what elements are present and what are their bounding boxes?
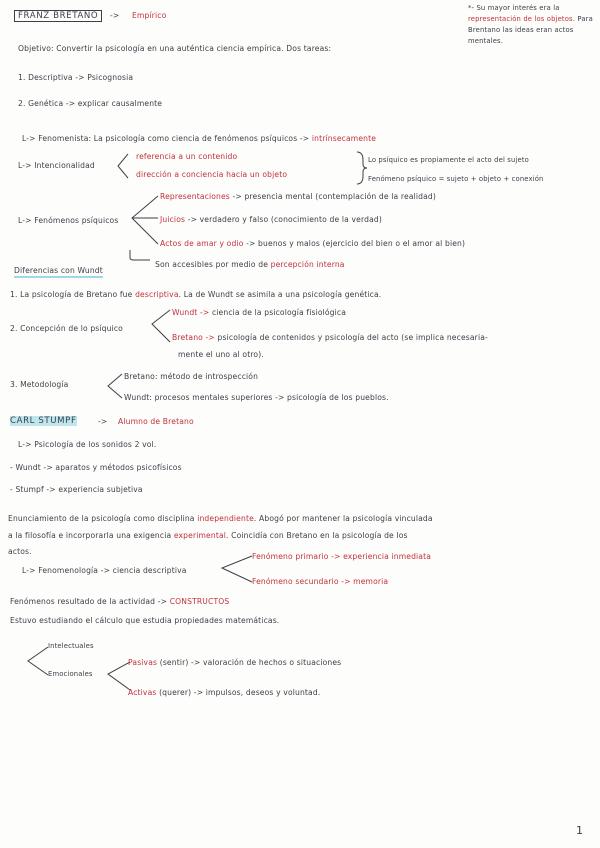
emotion-passive-term: Pasivas	[128, 658, 158, 667]
stumpf-para-rest: . Abogó por mantener la psicología vinculada	[253, 514, 433, 523]
stumpf-title: CARL STUMPF	[10, 416, 77, 426]
side-note-prefix: *- Su mayor interés era la	[468, 4, 560, 12]
phenomenism-term: intrínsecamente	[311, 134, 377, 143]
side-note-highlight: representación de los objetos.	[468, 15, 576, 23]
wundt-item-2a-rest: ciencia de la psicología fisiológica	[211, 308, 347, 317]
intentionality-branch-1: referencia a un contenido	[136, 152, 238, 161]
stumpf-pheno-secondary: Fenómeno secundario -> memoria	[252, 577, 389, 586]
wundt-section-title: Diferencias con Wundt	[14, 266, 103, 278]
stumpf-para-line2-term: experimental	[173, 531, 227, 540]
stumpf-paragraph-line-1	[8, 514, 433, 524]
emotion-passive	[128, 658, 341, 668]
stumpf-paragraph-line-2	[8, 531, 408, 541]
wundt-item-3-label: 3. Metodología	[10, 380, 69, 389]
objective-line: Objetivo: Convertir la psicología en una auténtica ciencia empírica. Dos tareas:	[18, 44, 332, 53]
page-number: 1	[576, 824, 584, 837]
stumpf-phenomenology-label: L-> Fenomenología -> ciencia descriptiva	[22, 566, 187, 575]
intentionality-notes-brace	[355, 150, 369, 186]
wundt-item-1-prefix: 1. La psicología de Bretano fue	[10, 290, 133, 299]
psychic-item-desc: -> buenos y malos (ejercicio del bien o el amor al bien)	[246, 239, 466, 248]
psychic-item-love-hate	[160, 239, 465, 249]
wundt-item-2b	[172, 333, 488, 343]
access-term: percepción interna	[270, 260, 345, 269]
side-note	[468, 3, 596, 47]
wundt-item-1-term: descriptiva	[135, 290, 179, 299]
task-2: 2. Genética -> explicar causalmente	[18, 99, 163, 108]
stumpf-line-1: L-> Psicología de los sonidos 2 vol.	[18, 440, 157, 449]
stumpf-arrow: ->	[98, 417, 108, 426]
wundt-item-2-label: 2. Concepción de lo psíquico	[10, 324, 123, 333]
intentionality-note-1: Lo psíquico es propiamente el acto del sujeto	[368, 156, 529, 164]
stumpf-phenomenology-brace	[218, 552, 254, 586]
stumpf-line-2: - Wundt -> aparatos y métodos psicofísicos	[10, 463, 182, 472]
phenomenism-label: L-> Fenomenista: La psicología como ciencia de fenómenos psíquicos ->	[22, 134, 310, 143]
emotion-active	[128, 688, 320, 698]
emotion-intellectual: Intelectuales	[48, 642, 94, 650]
wundt-item-2a-term: Wundt ->	[172, 308, 210, 317]
wundt-item-2-brace	[148, 306, 172, 348]
phenomenism-line	[22, 134, 376, 144]
task-1: 1. Descriptiva -> Psicognosia	[18, 73, 134, 82]
wundt-item-2a	[172, 308, 346, 318]
emotion-brace	[24, 641, 50, 681]
stumpf-constructs-prefix: Fenómenos resultado de la actividad ->	[10, 597, 168, 606]
emotion-emotional: Emocionales	[48, 670, 93, 678]
stumpf-constructs-line	[10, 597, 229, 607]
access-line	[155, 260, 345, 270]
stumpf-paragraph-line-3: actos.	[8, 547, 32, 556]
wundt-item-2b-cont: mente el uno al otro).	[178, 350, 264, 359]
stumpf-subtitle: Alumno de Bretano	[118, 417, 194, 426]
intentionality-branch-2: dirección a conciencia hacia un objeto	[136, 170, 288, 179]
wundt-item-1-rest: . La de Wundt se asimila a una psicología genética.	[178, 290, 382, 299]
emotion-active-term: Activas	[128, 688, 157, 697]
stumpf-line-3: - Stumpf -> experiencia subjetiva	[10, 485, 143, 494]
stumpf-para-line2-rest: . Coincidía con Bretano en la psicología de los	[226, 531, 408, 540]
access-prefix: Son accesibles por medio de	[155, 260, 269, 269]
psychic-item-term: Actos de amar y odio	[160, 239, 244, 248]
emotion-passive-rest: (sentir) -> valoración de hechos o situaciones	[159, 658, 342, 667]
title-franz-bretano: FRANZ BRETANO	[14, 10, 102, 22]
intentionality-brace	[114, 152, 134, 182]
wundt-item-3-brace	[104, 372, 124, 402]
access-arrow	[128, 250, 152, 264]
wundt-item-1	[10, 290, 381, 300]
wundt-item-2b-term: Bretano ->	[172, 333, 215, 342]
stumpf-para-line2-prefix: a la filosofía e incorporarla una exigencia	[8, 531, 172, 540]
psychic-item-desc: -> verdadero y falso (conocimiento de la verdad)	[187, 215, 382, 224]
title-arrow: ->	[110, 11, 120, 20]
wundt-item-2b-rest: psicología de contenidos y psicología del acto (se implica necesaria-	[217, 333, 488, 342]
stumpf-para-term: independiente	[197, 514, 254, 523]
stumpf-pheno-primary: Fenómeno primario -> experiencia inmediata	[252, 552, 432, 561]
psychic-item-desc: -> presencia mental (contemplación de la realidad)	[232, 192, 437, 201]
intentionality-note-2: Fenómeno psíquico = sujeto + objeto + conexión	[368, 175, 544, 183]
title-subtitle: Empírico	[132, 11, 167, 20]
psychic-item-term: Juicios	[160, 215, 186, 224]
psychic-item-judgments	[160, 215, 382, 225]
stumpf-study-line: Estuvo estudiando el cálculo que estudia propiedades matemáticas.	[10, 616, 280, 625]
psychic-item-representations	[160, 192, 436, 202]
psychic-item-term: Representaciones	[160, 192, 230, 201]
wundt-item-3a: Bretano: método de introspección	[124, 372, 259, 381]
emotion-active-rest: (querer) -> impulsos, deseos y voluntad.	[159, 688, 321, 697]
stumpf-constructs-term: CONSTRUCTOS	[169, 597, 230, 606]
side-note-rest: Para Brentano las ideas eran actos mentales.	[468, 15, 593, 45]
intentionality-label: L-> Intencionalidad	[18, 161, 95, 170]
psychic-phenomena-label: L-> Fenómenos psíquicos	[18, 216, 119, 225]
psychic-phenomena-brace	[128, 192, 160, 252]
wundt-item-3b: Wundt: procesos mentales superiores -> psicología de los pueblos.	[124, 393, 389, 402]
stumpf-para-prefix: Enunciamiento de la psicología como disciplina	[8, 514, 195, 523]
